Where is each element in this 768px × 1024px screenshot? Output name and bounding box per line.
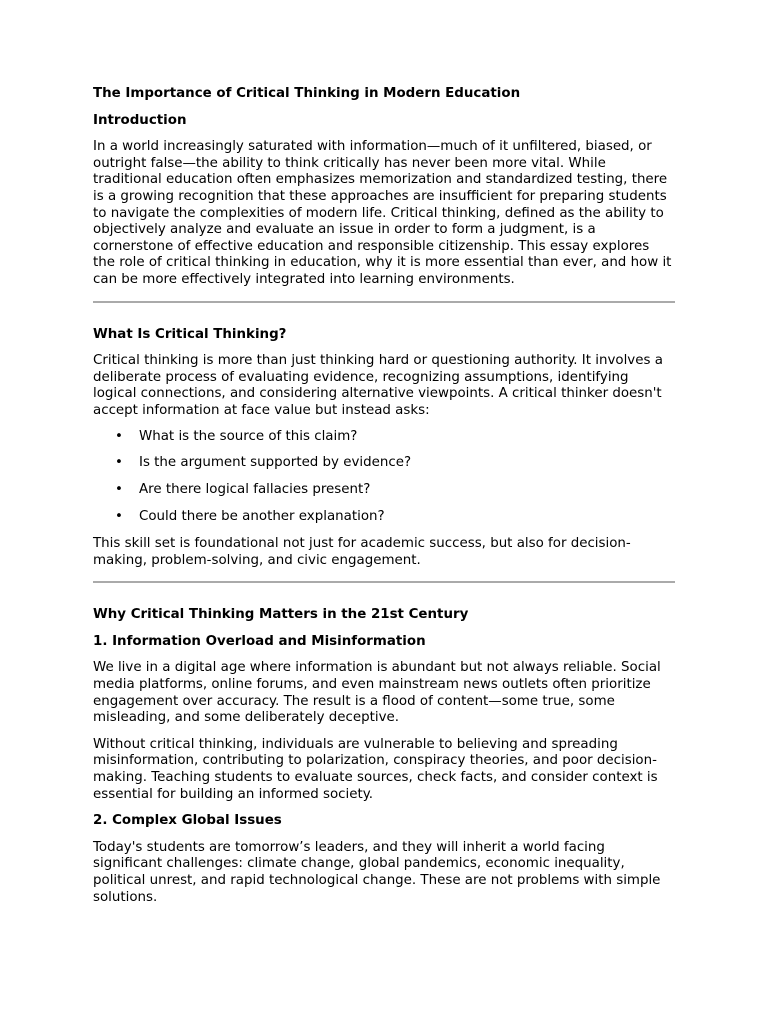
document-title: The Importance of Critical Thinking in Modern Education bbox=[93, 86, 521, 101]
document-page bbox=[93, 86, 675, 906]
information-overload-heading: 1. Information Overload and Misinformation bbox=[93, 633, 426, 649]
information-overload-paragraph-2: Without critical thinking, individuals are vulnerable to believing and spreading misinformation, contributing to polarization, conspiracy theories, and poor decision-making. Teaching students to evaluate sources, check facts, and consider context is essential for building an informed society. bbox=[93, 736, 658, 802]
bullet-icon: • bbox=[115, 482, 123, 498]
what-is-paragraph: Critical thinking is more than just thinking hard or questioning authority. It involves a deliberate process of evaluating evidence, recognizing assumptions, identifying logical connections, and considering alternative viewpoints. A critical thinker doesn't accept information at face value but instead asks: bbox=[93, 353, 663, 418]
section-divider bbox=[93, 301, 675, 303]
what-is-heading: What Is Critical Thinking? bbox=[93, 326, 287, 342]
bullet-icon: • bbox=[115, 509, 123, 525]
introduction-paragraph: In a world increasingly saturated with information—much of it unfiltered, biased, or outright false—the ability to think critically has never been more vital. While traditional education often emphasizes memorization and standardized testing, there is a growing recognition that these approaches are insufficient for preparing students to navigate the complexities of modern life. Critical thinking, defined as the ability to objectively analyze and evaluate an issue in order to form a judgment, is a cornerstone of effective education and responsible citizenship. This essay explores the role of critical thinking in education, why it is more essential than ever, and how it can be more effectively integrated into learning environments. bbox=[93, 139, 672, 287]
list-item-text: Is the argument supported by evidence? bbox=[139, 455, 412, 471]
list-item bbox=[93, 429, 675, 446]
bullet-icon: • bbox=[115, 455, 123, 471]
list-item bbox=[93, 509, 675, 526]
list-item bbox=[93, 482, 675, 499]
question-list bbox=[93, 429, 675, 526]
list-item bbox=[93, 455, 675, 472]
introduction-heading: Introduction bbox=[93, 112, 187, 128]
list-item-text: What is the source of this claim? bbox=[139, 428, 358, 444]
list-item-text: Could there be another explanation? bbox=[139, 509, 385, 525]
bullet-icon: • bbox=[115, 428, 123, 444]
why-matters-heading: Why Critical Thinking Matters in the 21st Century bbox=[93, 607, 469, 623]
list-item-text: Are there logical fallacies present? bbox=[139, 482, 371, 498]
information-overload-paragraph-1: We live in a digital age where information is abundant but not always reliable. Social media platforms, online forums, and even mainstream news outlets often prioritize engagement over accuracy. The result is a flood of content—some true, some misleading, and some deliberately deceptive. bbox=[93, 660, 661, 726]
section-divider bbox=[93, 581, 675, 583]
complex-issues-heading: 2. Complex Global Issues bbox=[93, 813, 282, 829]
what-is-closing-paragraph: This skill set is foundational not just for academic success, but also for decision-making, problem-solving, and civic engagement. bbox=[93, 536, 631, 568]
complex-issues-paragraph: Today's students are tomorrow’s leaders, and they will inherit a world facing significant challenges: climate change, global pandemics, economic inequality, political unrest, and rapid technological change. These are not problems with simple solutions. bbox=[93, 839, 661, 905]
